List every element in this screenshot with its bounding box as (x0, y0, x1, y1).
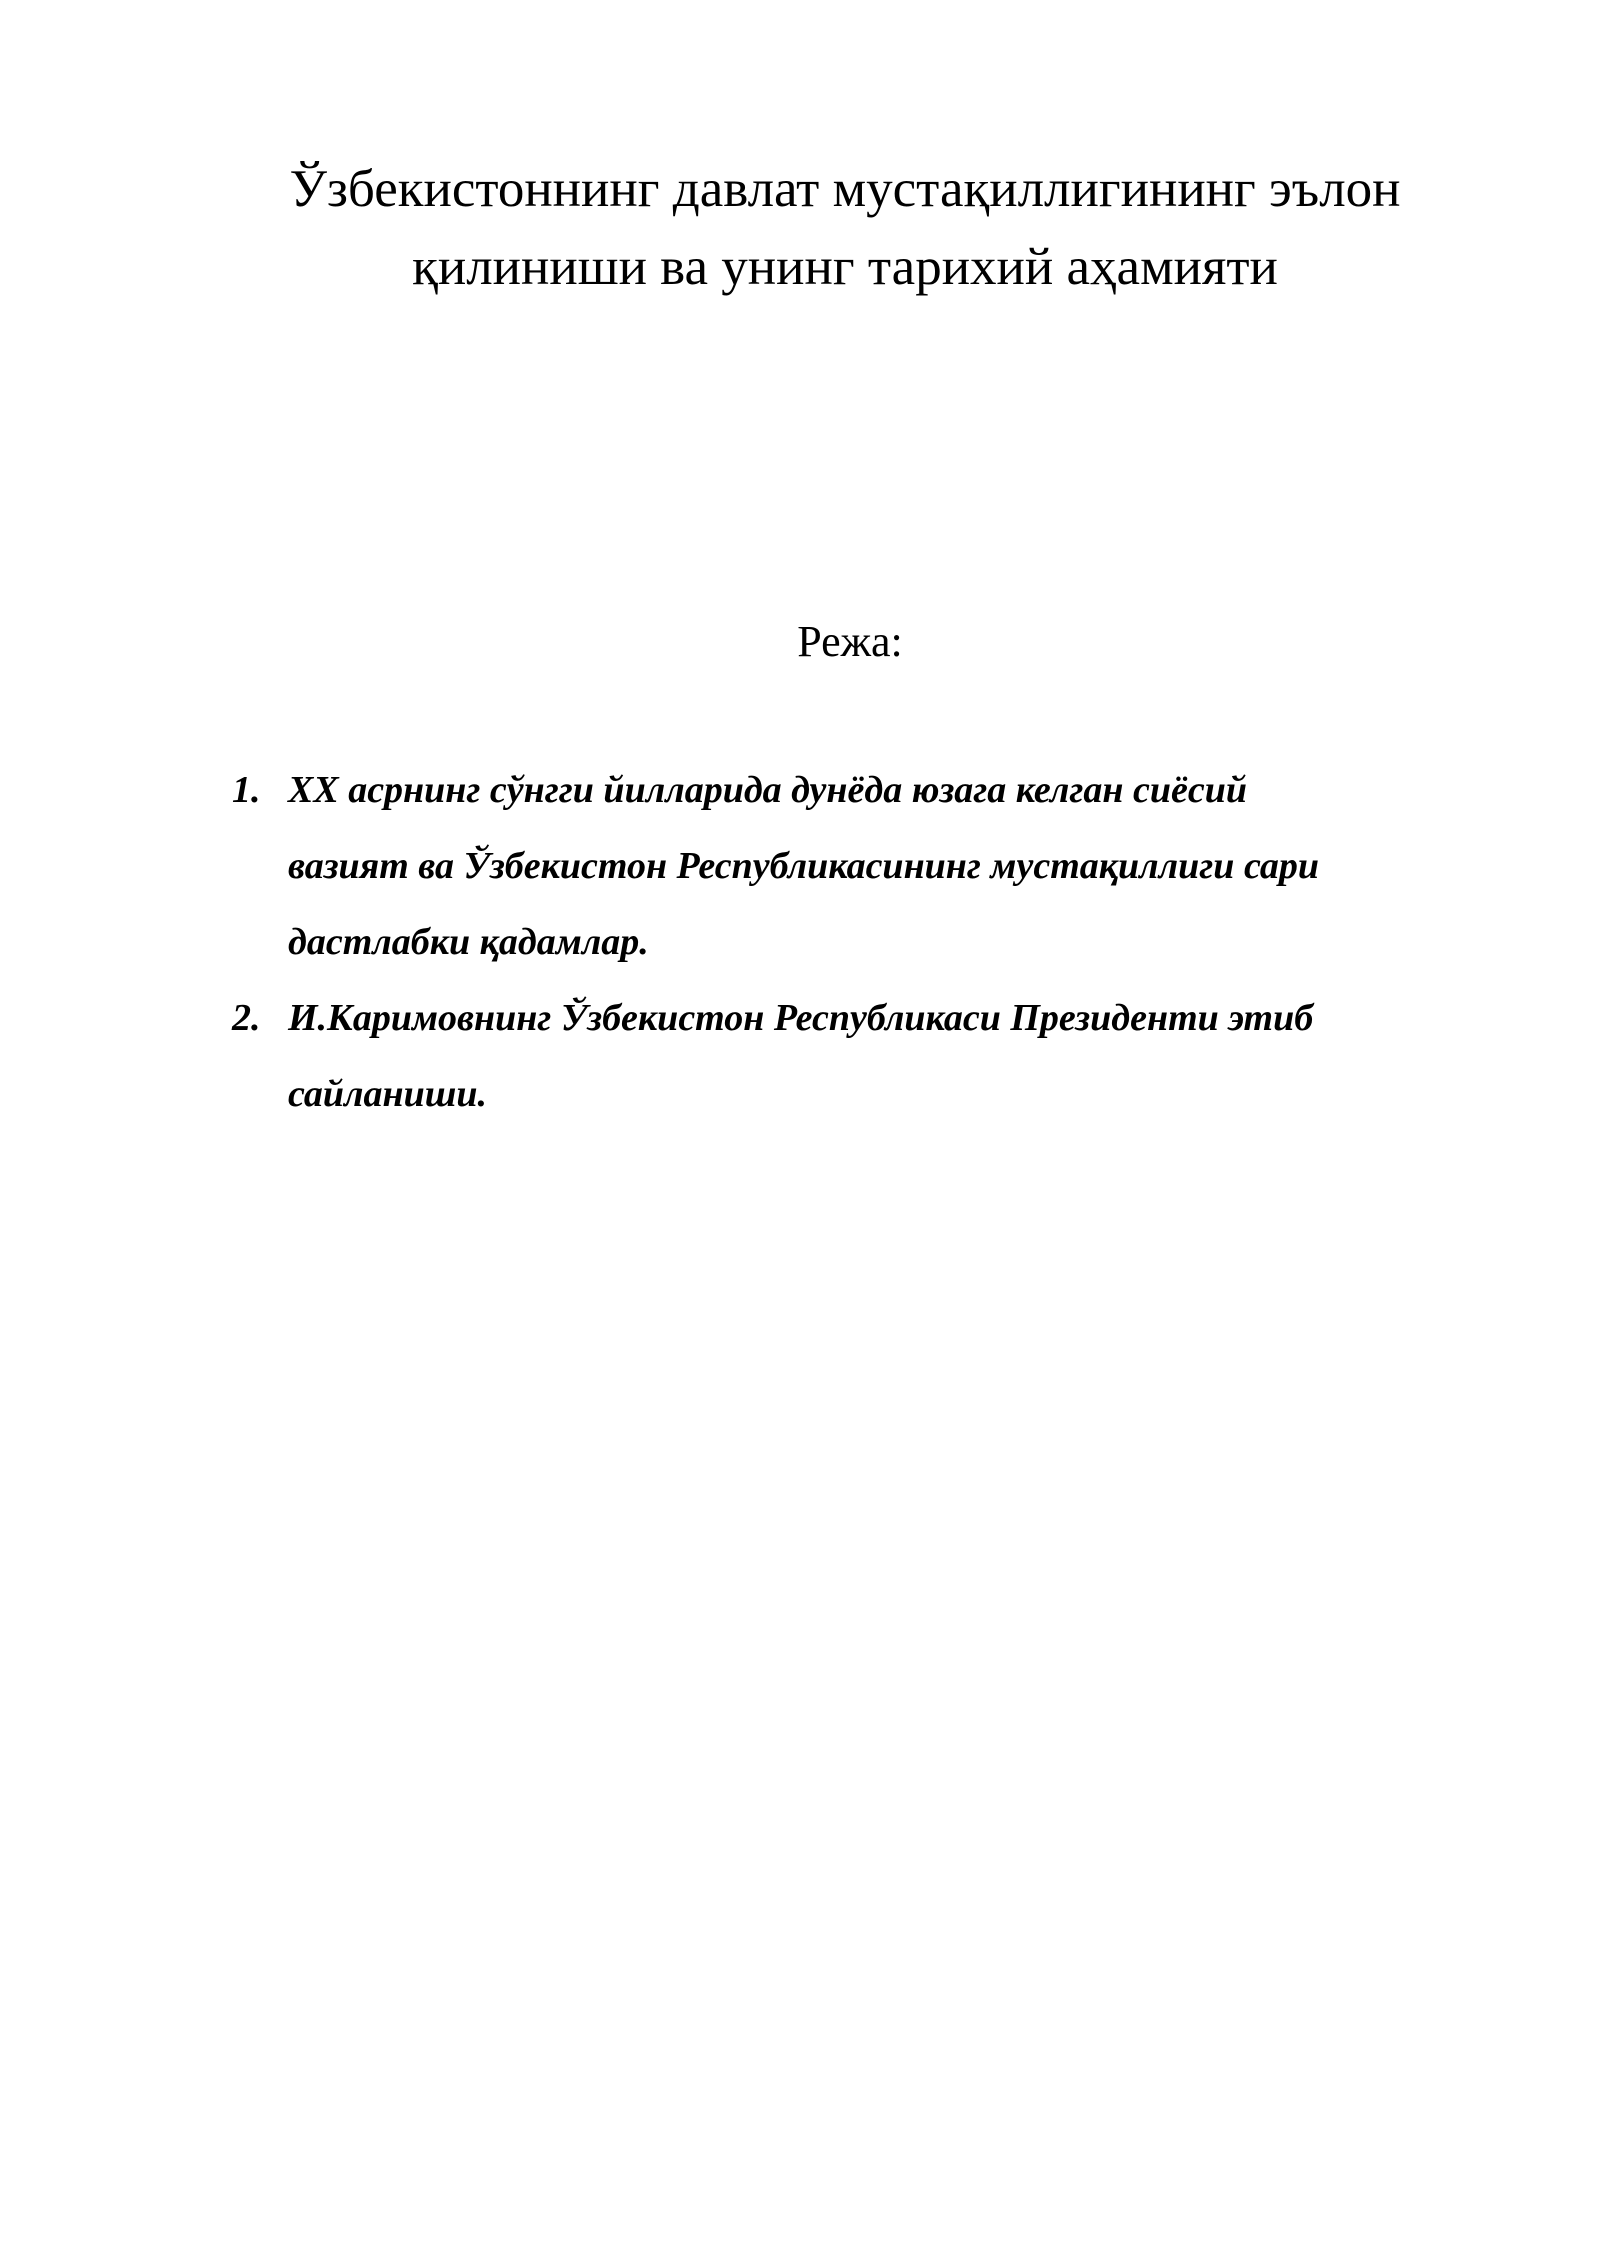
plan-item-number: 2. (232, 997, 261, 1039)
document-title (200, 150, 1490, 306)
plan-item-text-line: вазият ва Ўзбекистон Республикасининг мустақиллиги сари (288, 845, 1319, 887)
plan-item-text-line: И.Каримовнинг Ўзбекистон Республикаси Президенти этиб (288, 997, 1314, 1039)
plan-item-1 (232, 752, 1512, 980)
plan-item-text-line: ХХ асрнинг сўнгги йилларида дунёда юзага келган сиёсий (288, 769, 1247, 811)
plan-item-text-line: сайланиши. (288, 1073, 488, 1115)
title-line-1: Ўзбекистоннинг давлат мустақиллигининг эълон (289, 160, 1401, 218)
plan-item-2 (232, 980, 1512, 1132)
plan-heading: Режа: (797, 617, 903, 666)
plan-list (232, 752, 1512, 1132)
plan-item-number: 1. (232, 769, 261, 811)
title-line-2: қилиниши ва унинг тарихий аҳамияти (412, 238, 1278, 296)
plan-item-text-line: дастлабки қадамлар. (288, 921, 649, 963)
